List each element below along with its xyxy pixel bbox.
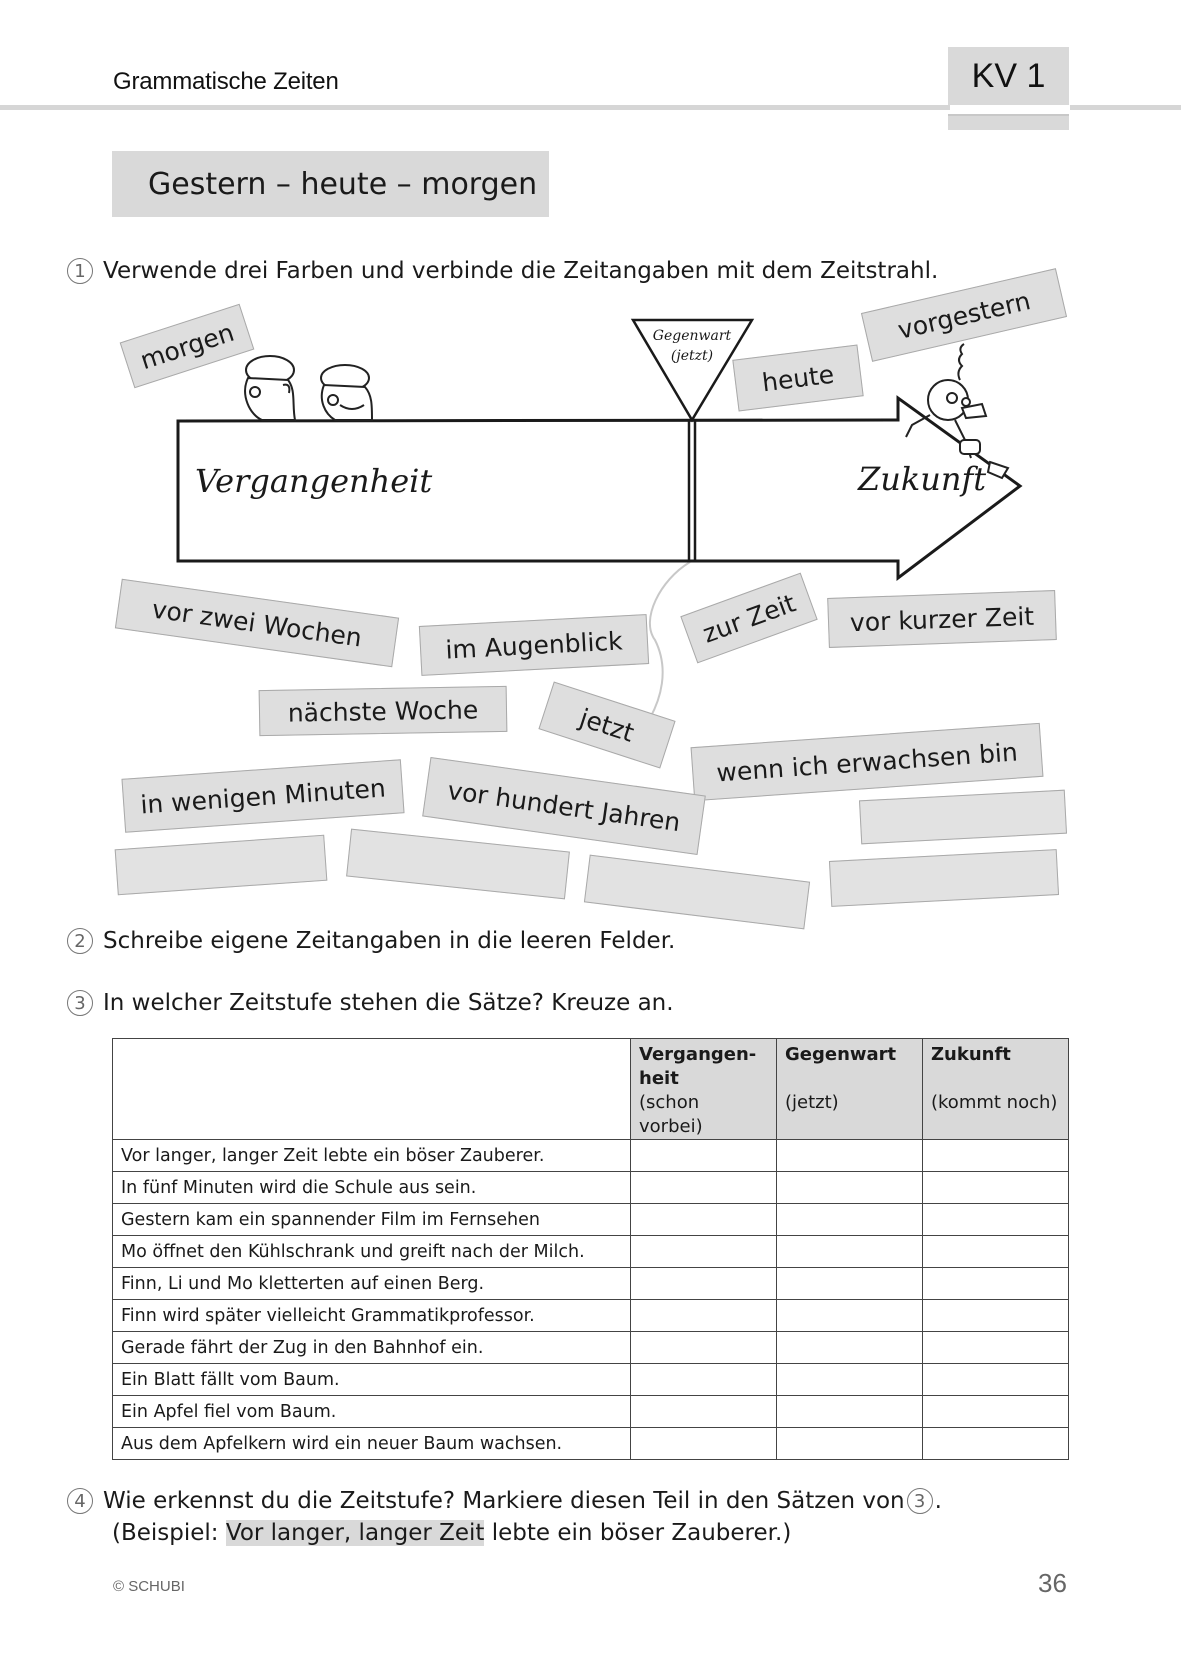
checkbox-cell-past[interactable] xyxy=(631,1300,777,1332)
table-row xyxy=(113,1140,1069,1172)
time-expression-card[interactable]: wenn ich erwachsen bin xyxy=(691,723,1044,801)
checkbox-cell-future[interactable] xyxy=(923,1364,1069,1396)
task-text: In welcher Zeitstufe stehen die Sätze? Kreuze an. xyxy=(103,990,674,1016)
column-title: Gegenwart xyxy=(785,1044,897,1065)
checkbox-cell-future[interactable] xyxy=(923,1140,1069,1172)
table-row xyxy=(113,1396,1069,1428)
time-expression-card[interactable]: zur Zeit xyxy=(680,573,817,664)
checkbox-cell-present[interactable] xyxy=(777,1428,923,1460)
task-2 xyxy=(67,928,675,954)
time-expression-card[interactable]: vor zwei Wochen xyxy=(115,579,399,667)
time-expression-card[interactable]: in wenigen Minuten xyxy=(121,759,404,832)
spacer xyxy=(931,1067,1060,1091)
time-expression-card[interactable]: heute xyxy=(732,345,863,412)
sentence-cell: In fünf Minuten wird die Schule aus sein. xyxy=(113,1172,631,1204)
task-4-example xyxy=(112,1520,791,1546)
column-header-past xyxy=(631,1039,777,1140)
section-title: Gestern – heute – morgen xyxy=(112,151,549,217)
checkbox-cell-past[interactable] xyxy=(631,1140,777,1172)
checkbox-cell-present[interactable] xyxy=(777,1172,923,1204)
checkbox-cell-future[interactable] xyxy=(923,1268,1069,1300)
table-body xyxy=(113,1140,1069,1460)
task-number-badge: 4 xyxy=(67,1488,93,1514)
checkbox-cell-past[interactable] xyxy=(631,1428,777,1460)
table-row xyxy=(113,1300,1069,1332)
sheet-code-badge: KV 1 xyxy=(948,47,1069,105)
page-number: 36 xyxy=(1038,1568,1067,1598)
checkbox-cell-present[interactable] xyxy=(777,1300,923,1332)
table-header-row xyxy=(113,1039,1069,1140)
checkbox-cell-present[interactable] xyxy=(777,1140,923,1172)
sentence-cell: Vor langer, langer Zeit lebte ein böser Zauberer. xyxy=(113,1140,631,1172)
copyright-notice: © SCHUBI xyxy=(113,1578,185,1595)
sentence-cell: Finn, Li und Mo kletterten auf einen Berg. xyxy=(113,1268,631,1300)
present-marker-line1: Gegenwart xyxy=(652,328,732,344)
present-marker-label xyxy=(644,326,740,366)
sentence-cell: Mo öffnet den Kühlschrank und greift nach der Milch. xyxy=(113,1236,631,1268)
task-text: Verwende drei Farben und verbinde die Zeitangaben mit dem Zeitstrahl. xyxy=(103,258,939,284)
task-text: Schreibe eigene Zeitangaben in die leeren Felder. xyxy=(103,928,676,954)
checkbox-cell-past[interactable] xyxy=(631,1172,777,1204)
past-label: Vergangenheit xyxy=(195,462,433,500)
table-row xyxy=(113,1172,1069,1204)
task-number-badge: 1 xyxy=(67,258,93,284)
spacer xyxy=(785,1067,914,1091)
table-row xyxy=(113,1428,1069,1460)
column-title: Zukunft xyxy=(931,1044,1011,1065)
column-subtitle: (schon vorbei) xyxy=(639,1092,703,1137)
time-expression-card[interactable]: jetzt xyxy=(538,681,675,768)
checkbox-cell-present[interactable] xyxy=(777,1204,923,1236)
table-row xyxy=(113,1364,1069,1396)
checkbox-cell-present[interactable] xyxy=(777,1236,923,1268)
sentence-cell: Ein Apfel fiel vom Baum. xyxy=(113,1396,631,1428)
example-suffix: lebte ein böser Zauberer.) xyxy=(484,1520,792,1546)
checkbox-cell-future[interactable] xyxy=(923,1332,1069,1364)
time-expression-card[interactable]: vor kurzer Zeit xyxy=(827,590,1057,648)
explorer-character-icon xyxy=(245,356,295,420)
checkbox-cell-future[interactable] xyxy=(923,1396,1069,1428)
table-row xyxy=(113,1204,1069,1236)
checkbox-cell-future[interactable] xyxy=(923,1300,1069,1332)
table-row xyxy=(113,1268,1069,1300)
checkbox-cell-present[interactable] xyxy=(777,1364,923,1396)
column-title-cont: heit xyxy=(639,1068,679,1089)
column-subtitle: (jetzt) xyxy=(785,1092,839,1113)
time-expression-card[interactable]: vorgestern xyxy=(861,268,1067,362)
time-expression-card[interactable]: morgen xyxy=(120,304,255,389)
task-text-end: . xyxy=(934,1488,942,1514)
task-number-badge: 2 xyxy=(67,928,93,954)
example-highlighted-phrase: Vor langer, langer Zeit xyxy=(225,1520,485,1546)
sentence-cell: Gerade fährt der Zug in den Bahnhof ein. xyxy=(113,1332,631,1364)
checkbox-cell-past[interactable] xyxy=(631,1364,777,1396)
column-subtitle: (kommt noch) xyxy=(931,1092,1058,1113)
column-header-present xyxy=(777,1039,923,1140)
sentence-cell: Aus dem Apfelkern wird ein neuer Baum wachsen. xyxy=(113,1428,631,1460)
checkbox-cell-present[interactable] xyxy=(777,1396,923,1428)
task-number-badge: 3 xyxy=(67,990,93,1016)
table-row xyxy=(113,1236,1069,1268)
time-expression-card[interactable]: nächste Woche xyxy=(259,686,508,736)
column-title: Vergangen- xyxy=(639,1044,757,1065)
checkbox-cell-future[interactable] xyxy=(923,1172,1069,1204)
tense-checkbox-table xyxy=(112,1038,1069,1460)
sentence-cell: Gestern kam ein spannender Film im Fernsehen xyxy=(113,1204,631,1236)
checkbox-cell-past[interactable] xyxy=(631,1332,777,1364)
worksheet-header-title: Grammatische Zeiten xyxy=(113,68,339,95)
checkbox-cell-past[interactable] xyxy=(631,1396,777,1428)
example-prefix: (Beispiel: xyxy=(112,1520,226,1546)
task-3 xyxy=(67,990,674,1016)
present-marker-line2: (jetzt) xyxy=(670,348,714,364)
checkbox-cell-future[interactable] xyxy=(923,1428,1069,1460)
bearded-explorer-character-icon xyxy=(321,365,372,420)
sentence-cell: Ein Blatt fällt vom Baum. xyxy=(113,1364,631,1396)
checkbox-cell-present[interactable] xyxy=(777,1332,923,1364)
task-text: Wie erkennst du die Zeitstufe? Markiere diesen Teil in den Sätzen von xyxy=(103,1488,905,1514)
table-row xyxy=(113,1332,1069,1364)
future-label: Zukunft xyxy=(858,460,987,498)
sentence-cell: Finn wird später vielleicht Grammatikprofessor. xyxy=(113,1300,631,1332)
time-expression-card[interactable]: vor hundert Jahren xyxy=(422,757,706,855)
checkbox-cell-past[interactable] xyxy=(631,1268,777,1300)
task-reference-badge: 3 xyxy=(907,1488,933,1514)
checkbox-cell-future[interactable] xyxy=(923,1204,1069,1236)
column-header-future xyxy=(923,1039,1069,1140)
checkbox-cell-past[interactable] xyxy=(631,1204,777,1236)
task-4 xyxy=(67,1488,942,1514)
sentence-column-header xyxy=(113,1039,631,1140)
checkbox-cell-present[interactable] xyxy=(777,1268,923,1300)
checkbox-cell-future[interactable] xyxy=(923,1236,1069,1268)
time-expression-card[interactable]: im Augenblick xyxy=(419,614,649,676)
checkbox-cell-past[interactable] xyxy=(631,1236,777,1268)
